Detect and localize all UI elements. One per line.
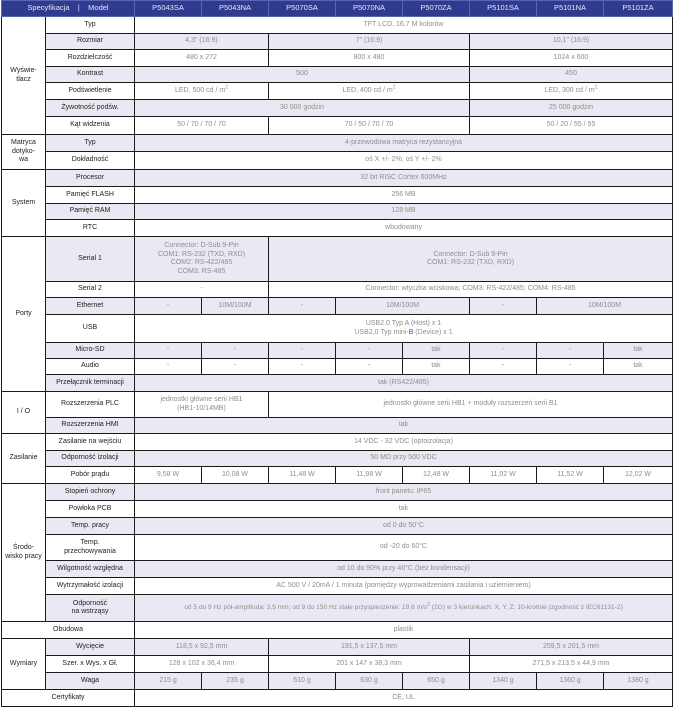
table-row bbox=[2, 298, 673, 315]
param-label: Pobór prądu bbox=[46, 467, 135, 484]
value-cell: 650 g bbox=[403, 673, 470, 690]
table-row bbox=[2, 656, 673, 673]
superscript: 2 bbox=[225, 84, 228, 91]
value-cell: 25 000 godzin bbox=[470, 100, 673, 117]
param-label: Przełącznik terminacji bbox=[46, 375, 135, 392]
value-cell: 11,52 W bbox=[537, 467, 604, 484]
value-cell: - bbox=[135, 343, 202, 359]
value-line: COM3: RS-485 bbox=[177, 267, 226, 275]
value-cell: tak (RS422/485) bbox=[135, 375, 673, 392]
table-row bbox=[2, 595, 673, 622]
value-line: COM1: RS-232 (TXD, RXD) bbox=[426, 259, 515, 266]
table-row bbox=[2, 467, 673, 484]
table-row bbox=[2, 67, 673, 83]
value-cell: 11,02 W bbox=[470, 467, 537, 484]
value-line: (HB1-10/14MB) bbox=[177, 404, 226, 412]
value-cell bbox=[470, 83, 673, 100]
value-text: LED, 300 cd / m bbox=[544, 86, 595, 94]
table-row bbox=[2, 434, 673, 451]
table-row bbox=[2, 501, 673, 518]
value-cell: - bbox=[202, 343, 269, 359]
value-cell: 7" (16:9) bbox=[269, 34, 470, 50]
model-header: P5070ZA bbox=[403, 1, 470, 17]
param-label: Rozmiar bbox=[46, 34, 135, 50]
model-header: P5043NA bbox=[202, 1, 269, 17]
table-row bbox=[2, 135, 673, 152]
value-cell: 235 g bbox=[202, 673, 269, 690]
value-cell: tak bbox=[604, 359, 673, 375]
table-row bbox=[2, 204, 673, 220]
param-label: Waga bbox=[46, 673, 135, 690]
value-cell: 12,02 W bbox=[604, 467, 673, 484]
value-cell: 70 / 50 / 70 / 70 bbox=[269, 117, 470, 135]
value-line bbox=[137, 329, 670, 338]
param-label: Kontrast bbox=[46, 67, 135, 83]
value-cell: 256 MB bbox=[135, 187, 673, 204]
param-line: na wstrząsy bbox=[71, 608, 109, 615]
value-line: Connector: D-Sub 9-Pin bbox=[164, 242, 239, 249]
param-label: Micro-SD bbox=[46, 343, 135, 359]
table-row bbox=[2, 673, 673, 690]
value-cell: 259,5 x 201,5 mm bbox=[470, 639, 673, 656]
value-cell bbox=[135, 315, 673, 343]
header-spec-label: Specyfikacja bbox=[27, 3, 70, 13]
value-text: LED, 500 cd / m bbox=[175, 86, 226, 94]
category-line: Środo- bbox=[12, 544, 34, 551]
value-cell: od 0 do 50°C bbox=[135, 518, 673, 535]
value-cell: 610 g bbox=[269, 673, 336, 690]
value-cell: - bbox=[269, 343, 336, 359]
value-cell: 50 / 20 / 55 / 55 bbox=[470, 117, 673, 135]
model-header: P5101ZA bbox=[604, 1, 673, 17]
superscript: 2 bbox=[594, 84, 598, 91]
category-dimensions: Wymiary bbox=[2, 639, 46, 690]
value-cell: 14 VDC - 32 VDC (optoizolacja) bbox=[135, 434, 673, 451]
param-label bbox=[46, 595, 135, 622]
table-row bbox=[2, 152, 673, 170]
value-cell: od 10 do 90% przy 40°C (bez kondensacji) bbox=[135, 561, 673, 578]
value-cell: 50 MΩ przy 500 VDC bbox=[135, 451, 673, 467]
category-io: I / O bbox=[2, 392, 46, 434]
param-label: Zasilanie na wejściu bbox=[46, 434, 135, 451]
category-display bbox=[2, 17, 46, 135]
category-line: Matryca dotyko- bbox=[11, 139, 36, 155]
table-row bbox=[2, 392, 673, 418]
value-cell: 450 bbox=[470, 67, 673, 83]
value-line: USB2.0 Typ A (Host) x 1 bbox=[365, 320, 442, 327]
value-cell: 10,08 W bbox=[202, 467, 269, 484]
value-text: B bbox=[408, 328, 414, 336]
param-label: Serial 1 bbox=[46, 237, 135, 282]
param-label: Rozszerzenia HMI bbox=[46, 418, 135, 434]
table-row bbox=[2, 117, 673, 135]
table-row bbox=[2, 17, 673, 34]
value-cell: 630 g bbox=[336, 673, 403, 690]
category-power: Zasilanie bbox=[2, 434, 46, 484]
value-cell: 30 000 godzin bbox=[135, 100, 470, 117]
table-row bbox=[2, 639, 673, 656]
category-environment bbox=[2, 484, 46, 622]
param-label: Odporność izolacji bbox=[46, 451, 135, 467]
table-row bbox=[2, 187, 673, 204]
category-line: wa bbox=[19, 156, 28, 164]
value-cell: oś X +/- 2%; oś Y +/- 2% bbox=[135, 152, 673, 170]
param-label: Wycięcie bbox=[46, 639, 135, 656]
category-system: System bbox=[2, 170, 46, 237]
table-row bbox=[2, 375, 673, 392]
value-cell: TFT LCD, 16,7 M kolorów bbox=[135, 17, 673, 34]
value-text: (2G) w 3 kierunkach: X, Y, Z: 10-krotnie (zgodność z IEC61131-2) bbox=[430, 603, 623, 611]
value-cell: - bbox=[269, 298, 336, 315]
table-row bbox=[2, 451, 673, 467]
value-cell: 271,5 x 213,5 x 44,9 mm bbox=[470, 656, 673, 673]
table-row bbox=[2, 359, 673, 375]
superscript: 2 bbox=[392, 84, 396, 91]
param-label bbox=[46, 535, 135, 561]
header-spec-model bbox=[2, 1, 135, 17]
value-cell: 118,5 x 92,5 mm bbox=[135, 639, 269, 656]
value-cell: od -20 do 60°C bbox=[135, 535, 673, 561]
category-line: tlacz bbox=[16, 75, 31, 83]
value-cell bbox=[135, 83, 269, 100]
table-row bbox=[2, 170, 673, 187]
value-cell: wbudowany bbox=[135, 220, 673, 237]
value-cell: 10,1" (16:9) bbox=[470, 34, 673, 50]
value-cell bbox=[135, 237, 269, 282]
value-cell: - bbox=[537, 359, 604, 375]
value-cell: tak bbox=[135, 501, 673, 518]
param-label: Ethernet bbox=[46, 298, 135, 315]
value-cell: - bbox=[470, 298, 537, 315]
param-label: Procesor bbox=[46, 170, 135, 187]
table-row bbox=[2, 518, 673, 535]
value-cell: 1024 x 600 bbox=[470, 50, 673, 67]
value-cell: - bbox=[135, 359, 202, 375]
value-line: Connector: D-Sub 9-Pin bbox=[433, 250, 508, 258]
value-cell bbox=[135, 595, 673, 622]
value-cell: - bbox=[202, 359, 269, 375]
value-cell: 10M/100M bbox=[336, 298, 470, 315]
header-separator: | bbox=[77, 3, 80, 13]
table-row bbox=[2, 50, 673, 67]
param-label: RTC bbox=[46, 220, 135, 237]
value-cell: tak bbox=[403, 359, 470, 375]
param-label: Temp. pracy bbox=[46, 518, 135, 535]
header-model-label: Model bbox=[88, 3, 109, 13]
value-text: (Device) x 1 bbox=[413, 328, 453, 336]
value-cell: 480 x 272 bbox=[135, 50, 269, 67]
table-row bbox=[2, 578, 673, 595]
value-cell: - bbox=[470, 359, 537, 375]
value-cell: front panelu: IP65 bbox=[135, 484, 673, 501]
table-row bbox=[2, 622, 673, 639]
param-label: Certyfikaty bbox=[2, 690, 135, 707]
value-line: COM2: RS-422/485 bbox=[170, 259, 233, 266]
value-line: COM1: RS-232 (TXD, RXD) bbox=[157, 250, 246, 258]
value-cell bbox=[269, 237, 673, 282]
param-label: Dokładność bbox=[46, 152, 135, 170]
value-cell: - bbox=[537, 343, 604, 359]
table-row bbox=[2, 282, 673, 298]
param-label: Powłoka PCB bbox=[46, 501, 135, 518]
model-header: P5043SA bbox=[135, 1, 202, 17]
param-label: Wytrzymałość izolacji bbox=[46, 578, 135, 595]
value-cell: - bbox=[135, 282, 269, 298]
specification-table bbox=[1, 0, 673, 707]
param-label: Typ bbox=[46, 135, 135, 152]
table-row bbox=[2, 315, 673, 343]
table-row bbox=[2, 418, 673, 434]
value-cell: 10M/100M bbox=[537, 298, 673, 315]
category-ports: Porty bbox=[2, 237, 46, 392]
value-cell: AC 500 V / 20mA / 1 minuta (pomiędzy wyprowadzeniami zasilania i uziemieniem) bbox=[135, 578, 673, 595]
value-cell: plastik bbox=[135, 622, 673, 639]
value-cell: 1340 g bbox=[470, 673, 537, 690]
value-text: LED, 400 cd / m bbox=[342, 86, 393, 94]
value-cell: 1380 g bbox=[604, 673, 673, 690]
value-cell: 9,58 W bbox=[135, 467, 202, 484]
table-row bbox=[2, 343, 673, 359]
param-label: Audio bbox=[46, 359, 135, 375]
table-row bbox=[2, 535, 673, 561]
value-cell: 4-przewodowa matryca rezystancyjna bbox=[135, 135, 673, 152]
param-label: Żywotność podśw. bbox=[46, 100, 135, 117]
param-label: Obudowa bbox=[2, 622, 135, 639]
model-header: P5070NA bbox=[336, 1, 403, 17]
table-row bbox=[2, 561, 673, 578]
param-label: Serial 2 bbox=[46, 282, 135, 298]
value-cell: 191,5 x 137,5 mm bbox=[269, 639, 470, 656]
category-line: wisko pracy bbox=[5, 552, 42, 560]
value-cell: 10M/100M bbox=[202, 298, 269, 315]
category-touch bbox=[2, 135, 46, 170]
value-cell: Connector: wtyczka wciskowa; COM3: RS-422/485; COM4: RS-485 bbox=[269, 282, 673, 298]
param-label: Podświetlenie bbox=[46, 83, 135, 100]
table-row bbox=[2, 484, 673, 501]
param-line: przechowywania bbox=[64, 547, 116, 555]
table-row bbox=[2, 690, 673, 707]
value-cell: 215 g bbox=[135, 673, 202, 690]
value-cell: 11,48 W bbox=[269, 467, 336, 484]
value-text: USB2.0 Typ mini- bbox=[354, 328, 409, 336]
param-label: Kąt widzenia bbox=[46, 117, 135, 135]
table-row bbox=[2, 100, 673, 117]
param-label: Wilgotność względna bbox=[46, 561, 135, 578]
param-label: Stopień ochrony bbox=[46, 484, 135, 501]
param-label: Rozszerzenia PLC bbox=[46, 392, 135, 418]
value-cell: - bbox=[269, 359, 336, 375]
table-row bbox=[2, 220, 673, 237]
param-label: Szer. x Wys. x Gł. bbox=[46, 656, 135, 673]
param-line: Odporność bbox=[72, 599, 108, 607]
value-cell: 32 bit RISC Cortex 600MHz bbox=[135, 170, 673, 187]
param-label: USB bbox=[46, 315, 135, 343]
value-cell: tak bbox=[604, 343, 673, 359]
value-cell: tak bbox=[403, 343, 470, 359]
value-cell: 500 bbox=[135, 67, 470, 83]
value-line: jednostki główne serii HB1 bbox=[160, 396, 243, 403]
value-cell: 1360 g bbox=[537, 673, 604, 690]
value-cell: 128 x 102 x 36,4 mm bbox=[135, 656, 269, 673]
value-cell: 11,98 W bbox=[336, 467, 403, 484]
table-row bbox=[2, 237, 673, 282]
header-row bbox=[2, 1, 673, 17]
param-line: Temp. bbox=[80, 539, 100, 546]
value-cell: 12,48 W bbox=[403, 467, 470, 484]
table-row bbox=[2, 83, 673, 100]
value-cell: 50 / 70 / 70 / 70 bbox=[135, 117, 269, 135]
value-cell: - bbox=[470, 343, 537, 359]
value-text: od 5 do 9 Hz pół-amplituda: 3,5 mm; od 9 do 150 Hz stałe przyspieszenie: 19,6 m/s bbox=[184, 603, 428, 611]
param-label: Typ bbox=[46, 17, 135, 34]
value-cell: tak bbox=[135, 418, 673, 434]
model-header: P5101SA bbox=[470, 1, 537, 17]
superscript: 2 bbox=[427, 601, 430, 608]
value-cell: 800 x 480 bbox=[269, 50, 470, 67]
model-header: P5070SA bbox=[269, 1, 336, 17]
value-cell: - bbox=[336, 343, 403, 359]
value-cell: 201 x 147 x 38,3 mm bbox=[269, 656, 470, 673]
param-label: Rozdzielczość bbox=[46, 50, 135, 67]
model-header: P5101NA bbox=[537, 1, 604, 17]
category-line: Wyświe- bbox=[10, 67, 37, 74]
param-label: Pamięć RAM bbox=[46, 204, 135, 220]
value-cell: - bbox=[135, 298, 202, 315]
value-cell bbox=[135, 392, 269, 418]
value-cell: 128 MB bbox=[135, 204, 673, 220]
value-cell: - bbox=[336, 359, 403, 375]
param-label: Pamięć FLASH bbox=[46, 187, 135, 204]
value-cell: 4,3" (16:9) bbox=[135, 34, 269, 50]
value-cell: jednostki główne serii HB1 + moduły rozszerzeń serii B1 bbox=[269, 392, 673, 418]
table-row bbox=[2, 34, 673, 50]
value-cell bbox=[269, 83, 470, 100]
value-cell: CE, UL bbox=[135, 690, 673, 707]
